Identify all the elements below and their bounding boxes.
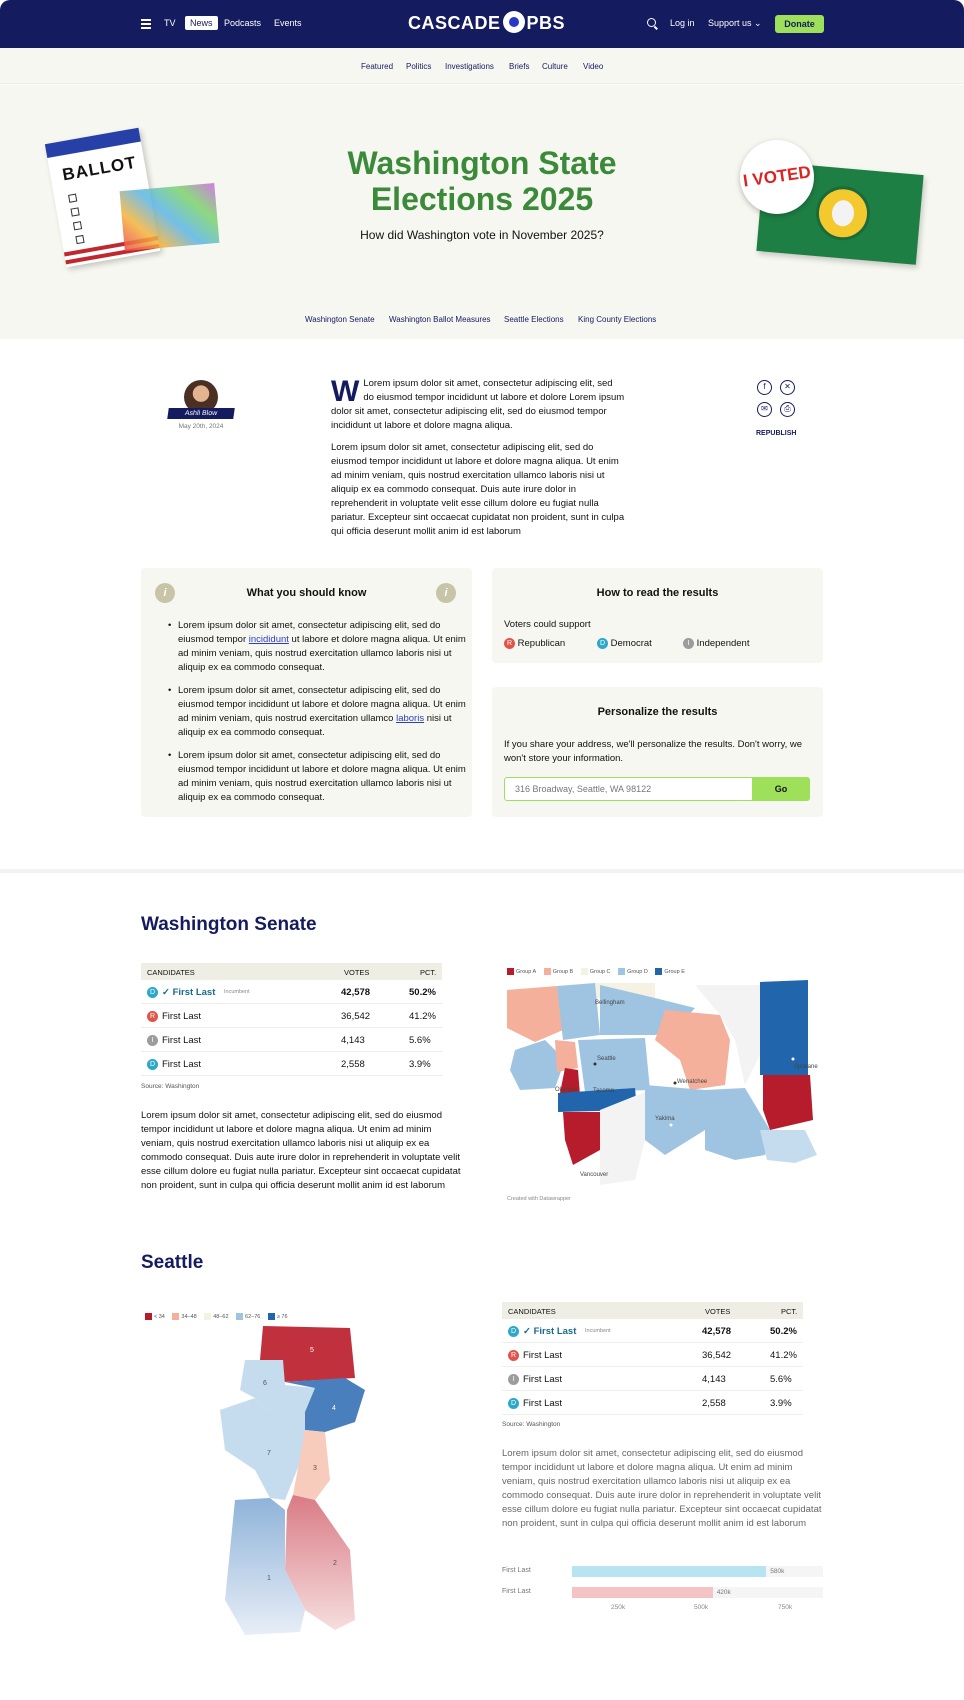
checkbox-icon [70, 207, 79, 216]
legend-item: 48–62 [204, 1314, 228, 1320]
card-title: Personalize the results [597, 706, 718, 718]
section-title-senate: Washington Senate [141, 914, 317, 935]
pct-value: 5.6% [409, 1035, 431, 1046]
card-title: How to read the results [596, 587, 719, 599]
table-row [502, 1319, 803, 1343]
party-key-democrat [597, 638, 652, 649]
subnav-featured[interactable]: Featured [361, 62, 394, 71]
county-region [763, 1075, 813, 1130]
hero-link-king-county[interactable]: King County Elections [578, 315, 657, 324]
bullet-list [168, 619, 468, 814]
bar-mark [572, 1587, 713, 1598]
source-note: Source: Washington [141, 1083, 200, 1090]
nav-tv[interactable]: TV [164, 18, 176, 28]
county-region [563, 1112, 600, 1165]
legend-item: Group C [581, 969, 611, 975]
candidate-name: First Last [523, 1350, 563, 1361]
city-label: Seattle [597, 1056, 616, 1062]
democrat-icon: D [147, 987, 158, 998]
article-paragraph: Lorem ipsum dolor sit amet, consectetur adipiscing elit, sed do eiusmod tempor incididunt ut labore et dolore magna aliqua. Ut enim ad minim veniam, quis nostrud exercitation ullamco laboris nisi ut aliquip ex ea commodo consequat. Duis aute irure dolor in reprehenderit in voluptate velit esse cillum dolore eu fugiat nulla pariatur. Excepteur sint occaecat cupidatat non proident, sunt in culpa qui officia deserunt mollit anim id est laborum [331, 442, 625, 537]
washington-county-map[interactable] [505, 980, 822, 1200]
info-icon: i [436, 583, 456, 603]
hero-link-seattle[interactable]: Seattle Elections [504, 315, 564, 324]
what-you-should-know-card [141, 568, 472, 817]
author-name[interactable]: Ashli Blow [167, 408, 235, 419]
candidate-name: First Last [523, 1398, 563, 1409]
state-seal-icon [814, 184, 873, 243]
subnav-politics[interactable]: Politics [406, 62, 432, 71]
city-dot [792, 1058, 795, 1061]
subnav-culture[interactable]: Culture [542, 62, 568, 71]
district-label: 2 [333, 1560, 337, 1567]
checkbox-icon [75, 235, 84, 244]
pct-value: 50.2% [770, 1326, 797, 1337]
votes-value: 2,558 [702, 1398, 726, 1409]
menu-icon[interactable] [141, 19, 151, 31]
bullet-text: ut labore et dolore magna aliqua. Ut enim ad minim veniam, quis nostrud exercitation ullamco laboris nisi ut aliquip ex ea commodo consequat. [178, 634, 466, 673]
county-region [705, 1088, 770, 1160]
candidate-name: ✓ First Last [162, 987, 216, 998]
votes-value: 4,143 [702, 1374, 726, 1385]
county-region [655, 1010, 730, 1090]
legend-item: Group A [507, 969, 536, 975]
list-item [168, 619, 468, 675]
candidate-name: First Last [523, 1374, 563, 1385]
paragraph-text: Lorem ipsum dolor sit amet, consectetur adipiscing elit, sed do eiusmod tempor incididunt ut labore et dolore Lorem ipsum dolor sit amet, consectetur adipiscing elit, sed do eiusmod tempor incididunt ut labore et dolore magna aliqua. [331, 378, 625, 431]
bar-value-label: 580k [770, 1568, 785, 1575]
nav-news[interactable]: News [185, 16, 218, 30]
republican-icon: R [504, 638, 515, 649]
subnav-investigations[interactable]: Investigations [445, 62, 494, 71]
table-row [141, 1052, 442, 1076]
pct-value: 5.6% [770, 1374, 792, 1385]
checkbox-icon [73, 221, 82, 230]
seattle-district-map[interactable] [205, 1320, 395, 1650]
section-nav [0, 48, 964, 84]
legend-item: ≥ 76 [268, 1314, 288, 1320]
bar-label: First Last [502, 1567, 531, 1574]
section-text: Lorem ipsum dolor sit amet, consectetur adipiscing elit, sed do eiusmod tempor incididunt ut labore et dolore magna aliqua. Ut enim ad minim veniam, quis nostrud exercitation ullamco laboris nisi ut aliquip ex ea commodo consequat. Duis aute irure dolor in reprehenderit in voluptate velit esse cillum dolore eu fugiat nulla pariatur. Excepteur sint occaecat cupidatat non proident, sunt in culpa qui officia deserunt mollit anim id est laborum [502, 1448, 822, 1529]
bullet-text: Lorem ipsum dolor sit amet, consectetur adipiscing elit, sed do eiusmod tempor [178, 620, 441, 645]
support-label: Support us [708, 18, 752, 28]
district-label: 1 [267, 1575, 271, 1582]
nav-podcasts[interactable]: Podcasts [224, 18, 262, 28]
x-icon[interactable]: ✕ [780, 380, 795, 395]
city-label: Yakima [655, 1116, 675, 1122]
county-region [507, 986, 563, 1042]
city-label: Tacoma [593, 1088, 615, 1094]
bar-mark [572, 1566, 766, 1577]
section-title-seattle: Seattle [141, 1252, 204, 1273]
pct-value: 41.2% [770, 1350, 797, 1361]
how-to-read-card [492, 568, 823, 663]
democrat-icon: D [147, 1059, 158, 1070]
table-row [502, 1343, 803, 1367]
personalize-card [492, 687, 823, 817]
votes-value: 42,578 [702, 1326, 732, 1337]
incumbent-badge: Incumbent [224, 989, 250, 995]
title-line-1: Washington State [347, 145, 617, 181]
voted-text: I VOTED [741, 162, 812, 191]
city-label: Spokane [794, 1064, 818, 1070]
col-candidates: CANDIDATES [147, 968, 195, 977]
table-row [141, 980, 442, 1004]
card-title: What you should know [246, 587, 367, 599]
subnav-video[interactable]: Video [583, 62, 604, 71]
democrat-icon: D [597, 638, 608, 649]
col-votes: VOTES [344, 968, 370, 977]
votes-value: 4,143 [341, 1035, 365, 1046]
results-table [502, 1302, 803, 1415]
list-item: • Lorem ipsum dolor sit amet, consectetur adipiscing elit, sed do eiusmod tempor incididunt ut labore et dolore magna aliqua. Ut enim ad minim veniam, quis nostrud exercitation ullamco laboris nisi ut aliquip ex ea commodo consequat. [168, 749, 468, 805]
legend-item: < 34 [145, 1314, 165, 1320]
hero-link-senate[interactable]: Washington Senate [305, 315, 375, 324]
address-input[interactable]: 316 Broadway, Seattle, WA 98122 [504, 777, 754, 801]
title-line-2: Elections 2025 [370, 181, 594, 217]
logo-suffix: PBS [526, 13, 566, 33]
inline-link[interactable]: incididunt [248, 634, 289, 645]
section-divider [0, 869, 964, 873]
votes-value: 36,542 [702, 1350, 732, 1361]
page-title [282, 145, 682, 217]
district-label: 4 [332, 1405, 336, 1412]
candidate-name: First Last [162, 1011, 202, 1022]
district-label: 5 [310, 1347, 314, 1354]
source-note: Source: Washington [502, 1421, 561, 1428]
party-key-republican [504, 638, 565, 649]
support-us-menu[interactable] [708, 18, 762, 29]
pbs-logo-icon [503, 11, 525, 33]
independent-icon: I [508, 1374, 519, 1385]
email-icon[interactable]: ✉ [757, 402, 772, 417]
party-label: Republican [517, 638, 566, 650]
bullet-text: Lorem ipsum dolor sit amet, consectetur adipiscing elit, sed do eiusmod tempor incididunt ut labore et dolore magna aliqua. Ut enim ad minim veniam, quis nostrud exercitation ullamco [178, 685, 466, 724]
map-legend [145, 1313, 294, 1320]
subnav-briefs[interactable]: Briefs [509, 62, 530, 71]
col-candidates: CANDIDATES [508, 1307, 556, 1316]
independent-icon: I [683, 638, 694, 649]
county-region [578, 1038, 650, 1092]
facebook-icon[interactable]: f [757, 380, 772, 395]
results-table [141, 963, 442, 1076]
republish-link[interactable]: REPUBLISH [756, 430, 797, 437]
table-row [502, 1367, 803, 1391]
legend-item: Group E [655, 969, 684, 975]
handprints-illustration [120, 183, 220, 251]
ballot-word: BALLOT [60, 152, 138, 185]
table-row [502, 1391, 803, 1415]
votes-value: 2,558 [341, 1059, 365, 1070]
candidate-name: First Last [162, 1059, 202, 1070]
county-region [557, 983, 600, 1040]
table-row [141, 1004, 442, 1028]
city-dot [670, 1124, 673, 1127]
county-region [760, 1130, 817, 1163]
incumbent-badge: Incumbent [585, 1328, 611, 1334]
city-label: Bellingham [595, 1000, 625, 1006]
city-label: Olympia [555, 1087, 578, 1093]
page-subtitle: How did Washington vote in November 2025? [360, 228, 604, 242]
search-icon[interactable] [647, 18, 656, 27]
nav-events[interactable]: Events [274, 18, 302, 28]
legend-intro: Voters could support [504, 619, 591, 630]
district-label: 6 [263, 1380, 267, 1387]
republican-icon: R [147, 1011, 158, 1022]
col-votes: VOTES [705, 1307, 731, 1316]
col-pct: PCT. [781, 1307, 798, 1316]
go-button[interactable]: Go [752, 777, 810, 801]
pct-value: 3.9% [409, 1059, 431, 1070]
city-label: Wenatchee [677, 1079, 708, 1085]
candidate-name: ✓ First Last [523, 1326, 577, 1337]
legend-item: Group D [618, 969, 648, 975]
candidate-name: First Last [162, 1035, 202, 1046]
inline-link[interactable]: laboris [396, 713, 425, 724]
section-text: Lorem ipsum dolor sit amet, consectetur adipiscing elit, sed do eiusmod tempor incididunt ut labore et dolore magna aliqua. Ut enim ad minim veniam, quis nostrud exercitation ullamco laboris nisi ut aliquip ex ea commodo consequat. Duis aute irure dolor in reprehenderit in voluptate velit esse cillum dolore eu fugiat nulla pariatur. Excepteur sint occaecat cupidatat non proident, sunt in culpa qui officia deserunt mollit anim id est laborum [141, 1110, 461, 1191]
district-label: 7 [267, 1450, 271, 1457]
i-voted-sticker [740, 140, 814, 214]
district-label: 3 [313, 1465, 317, 1472]
table-header [141, 963, 442, 980]
county-region [760, 980, 808, 1075]
city-dot [594, 1063, 597, 1066]
x-tick-label: 750k [778, 1604, 793, 1611]
district-7 [220, 1398, 305, 1500]
drop-cap: W [331, 375, 360, 408]
county-region [645, 1085, 705, 1155]
bullet-text: nisi ut aliquip ex ea commodo consequat. [178, 713, 452, 738]
pct-value: 50.2% [409, 987, 436, 998]
city-label: Vancouver [580, 1172, 609, 1178]
democrat-icon: D [508, 1398, 519, 1409]
legend-item: 62–76 [236, 1314, 260, 1320]
chevron-down-icon: ⌄ [754, 18, 762, 28]
list-item [168, 684, 468, 740]
article-paragraph [331, 377, 625, 433]
legend-item: Group B [544, 969, 573, 975]
independent-icon: I [147, 1035, 158, 1046]
bar-value-label: 420k [716, 1589, 731, 1596]
pct-value: 3.9% [770, 1398, 792, 1409]
cascade-pbs-logo[interactable] [408, 13, 565, 35]
login-link[interactable]: Log in [670, 18, 695, 28]
table-header [502, 1302, 803, 1319]
votes-value: 36,542 [341, 1011, 371, 1022]
donate-button[interactable]: Donate [775, 15, 824, 33]
personalize-text: If you share your address, we'll personalize the results. Don't worry, we won't store your information. [504, 739, 803, 764]
top-navigation-bar [0, 0, 964, 48]
article-intro [331, 377, 625, 547]
publish-date: May 20th, 2024 [178, 423, 224, 430]
table-row [141, 1028, 442, 1052]
party-key-independent [683, 638, 749, 649]
party-label: Independent [696, 638, 750, 650]
info-icon: i [155, 583, 175, 603]
print-icon[interactable]: ⎙ [780, 402, 795, 417]
x-tick-label: 250k [611, 1604, 626, 1611]
map-credit[interactable]: Created with Datawrapper [507, 1196, 571, 1202]
party-label: Democrat [610, 638, 652, 650]
pct-value: 41.2% [409, 1011, 436, 1022]
checkbox-icon [68, 194, 77, 203]
logo-text: CASCADE [408, 13, 501, 33]
hero-link-ballot-measures[interactable]: Washington Ballot Measures [389, 315, 491, 324]
col-pct: PCT. [420, 968, 437, 977]
x-tick-label: 500k [694, 1604, 709, 1611]
democrat-icon: D [508, 1326, 519, 1337]
county-region [555, 1040, 578, 1072]
bar-label: First Last [502, 1588, 531, 1595]
votes-value: 42,578 [341, 987, 371, 998]
legend-item: 34–48 [172, 1314, 196, 1320]
republican-icon: R [508, 1350, 519, 1361]
map-legend [507, 968, 691, 975]
